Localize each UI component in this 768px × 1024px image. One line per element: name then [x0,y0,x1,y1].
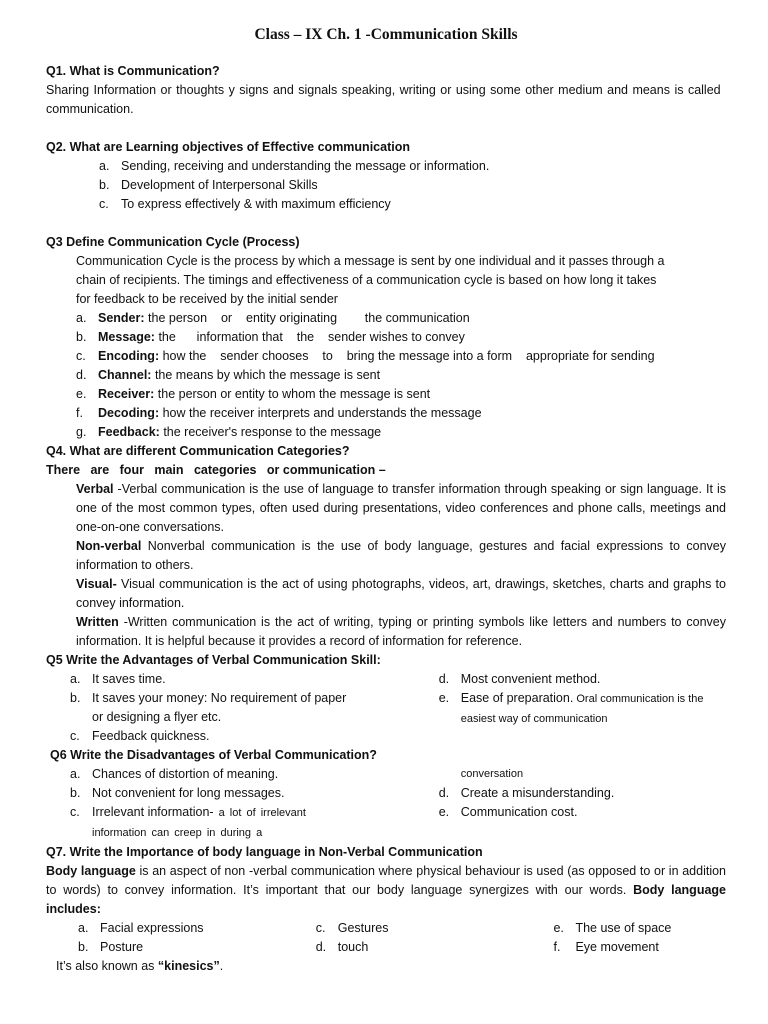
list-item: f. Decoding: how the receiver interprets and understands the message [76,406,482,420]
category-written: Written -Written communication is the act of writing, typing or printing symbols like letters and numbers to convey information. It is helpful because it provides a record of information for reference. [76,615,726,648]
list-item: a. Sending, receiving and understanding the message or information. [99,159,490,173]
q7-col2 [316,919,554,957]
q4-categories [46,480,726,651]
q1-answer: Sharing Information or thoughts y signs and signals speaking, writing or using some other medium and means is called communication. [46,83,721,116]
page-title: Class – IX Ch. 1 -Communication Skills [254,26,518,43]
list-item: a. It saves time. [70,672,166,686]
q3-intro: Communication Cycle is the process by which a message is sent by one individual and it passes through a chain of recipients. The timings and effectiveness of a communication cycle is based on how long it takes for feedback to be received by the initial sender [76,254,665,306]
list-item: e. The use of space [553,921,672,935]
list-item: c. Gestures [315,921,389,935]
list-item: d. Most convenient method. [438,672,601,686]
q2-heading: Q2. What are Learning objectives of Effective communication [46,140,410,154]
q7-col1 [78,919,316,957]
list-item: d. touch [315,940,369,954]
list-item: b. It saves your money: No requirement of paper or designing a flyer etc. [70,691,347,724]
list-item: b. Development of Interpersonal Skills [99,178,318,192]
q5-list-right [415,670,726,746]
q3-heading: Q3 Define Communication Cycle (Process) [46,235,300,249]
q7-paragraph: Body language is an aspect of non -verbal communication where physical behaviour is used (as opposed to or in addition to words) to convey information. It’s important that our body language synergizes with our words. Body language includes: [46,864,727,916]
document-page [46,26,726,976]
q6-continuation: conversation [460,768,524,780]
q4-lead: There are four main categories or communication – [46,463,386,477]
q6-right [415,765,726,843]
list-item: b. Message: the information that the sender wishes to convey [76,330,465,344]
q6-list-right [439,784,726,822]
list-item: a. Facial expressions [78,921,204,935]
list-item: c. Irrelevant information- a lot of irrelevant information can creep in during a [70,805,306,839]
list-item: d. Create a misunderstanding. [438,786,615,800]
list-item: f. Eye movement [553,940,659,954]
list-item: c. To express effectively & with maximum efficiency [99,197,391,211]
q7-columns [46,919,726,957]
q1-heading: Q1. What is Communication? [46,64,220,78]
q6-list-left [46,765,415,843]
q7-footer: It’s also known as “kinesics”. [56,959,224,973]
q6-columns [46,765,726,843]
list-item: e. Receiver: the person or entity to whom the message is sent [76,387,431,401]
q7-col3 [553,919,726,957]
q4-heading: Q4. What are different Communication Categories? [46,444,350,458]
q5-list-left [46,670,415,746]
list-item: b. Posture [78,940,144,954]
q6-heading: Q6 Write the Disadvantages of Verbal Communication? [50,748,377,762]
list-item: e. Communication cost. [438,805,578,819]
list-item: b. Not convenient for long messages. [70,786,285,800]
q7-heading: Q7. Write the Importance of body language in Non-Verbal Communication [46,845,483,859]
q5-heading: Q5 Write the Advantages of Verbal Communication Skill: [46,653,381,667]
category-verbal: Verbal -Verbal communication is the use of language to transfer information through speaking or sign language. It is one of the most common types, often used during presentations, video conferences and phone calls, meetings and one-on-one conversations. [76,482,726,534]
q3-list [46,309,726,442]
category-visual: Visual- Visual communication is the act of using photographs, videos, art, drawings, sketches, charts and graphs to convey information. [76,577,726,610]
q5-columns [46,670,726,746]
list-item: c. Feedback quickness. [70,729,210,743]
list-item: d. Channel: the means by which the message is sent [76,368,381,382]
category-non-verbal: Non-verbal Nonverbal communication is the use of body language, gestures and facial expressions to convey information to others. [76,539,726,572]
q2-list [46,157,726,214]
list-item: e. Ease of preparation. Oral communication is the easiest way of communication [438,691,704,725]
list-item: g. Feedback: the receiver's response to the message [76,425,382,439]
list-item: a. Sender: the person or entity originating the communication [76,311,470,325]
list-item: c. Encoding: how the sender chooses to bring the message into a form appropriate for sending [76,349,655,363]
list-item: a. Chances of distortion of meaning. [70,767,279,781]
